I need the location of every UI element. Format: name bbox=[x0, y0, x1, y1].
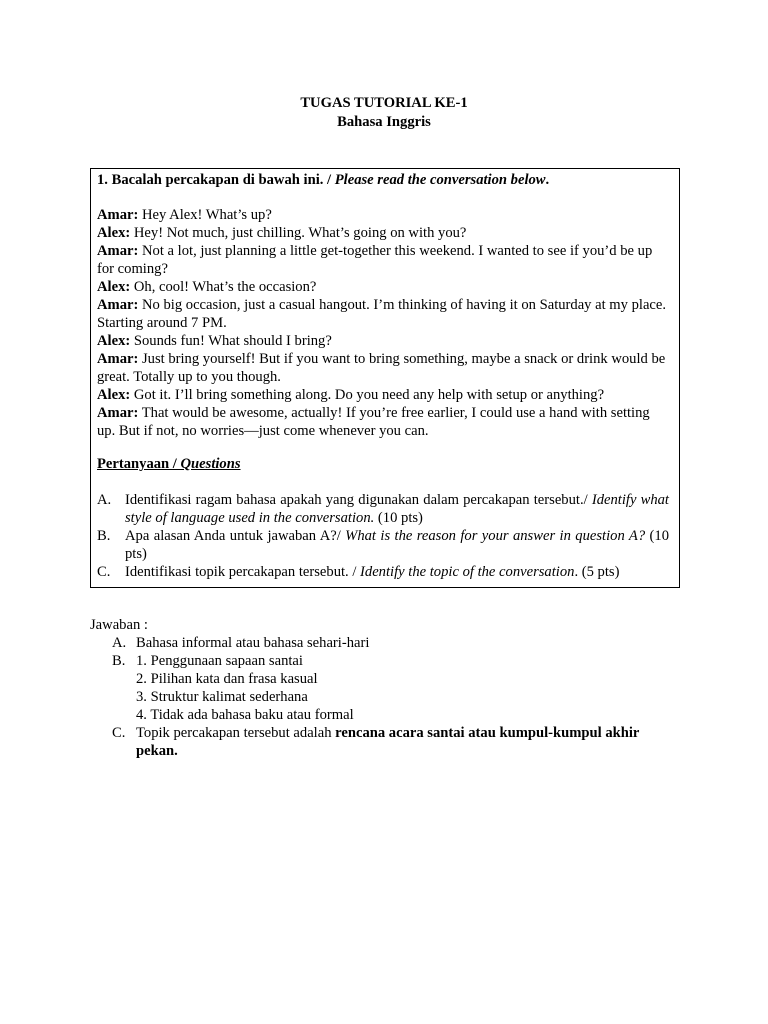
speaker: Amar: bbox=[97, 243, 139, 259]
conversation-line bbox=[97, 242, 669, 278]
question-text-en: Identify what style of language used in the conversation. bbox=[125, 492, 669, 526]
answers-list bbox=[90, 634, 670, 760]
speaker: Alex: bbox=[97, 333, 131, 349]
question-text-id: Identifikasi topik percakapan tersebut. / bbox=[125, 564, 361, 580]
document-title: TUGAS TUTORIAL KE-1 bbox=[300, 95, 468, 111]
utterance: Not a lot, just planning a little get-together this weekend. I wanted to see if you’d be up for coming? bbox=[97, 243, 653, 277]
answer-b-line: 3. Struktur kalimat sederhana bbox=[136, 689, 308, 705]
conversation bbox=[97, 206, 669, 440]
questions-heading bbox=[97, 455, 241, 473]
question-points: . (5 pts) bbox=[574, 564, 620, 580]
speaker: Amar: bbox=[97, 351, 139, 367]
utterance: Hey! Not much, just chilling. What’s going on with you? bbox=[130, 225, 467, 241]
question-text-en: Identify the topic of the conversation bbox=[360, 564, 575, 580]
answer-text bbox=[136, 652, 670, 724]
conversation-line bbox=[97, 278, 669, 296]
question-text-id: Identifikasi ragam bahasa apakah yang digunakan dalam percakapan tersebut./ bbox=[125, 492, 592, 508]
conversation-line bbox=[97, 404, 669, 440]
conversation-line bbox=[97, 350, 669, 386]
question-points: (10 pts) bbox=[125, 528, 669, 562]
question-item-c bbox=[97, 563, 669, 581]
conversation-line bbox=[97, 224, 669, 242]
questions-heading-en: Questions bbox=[180, 456, 241, 472]
conversation-line bbox=[97, 332, 669, 350]
answer-text bbox=[136, 724, 670, 760]
question-1-suffix: . bbox=[545, 172, 550, 188]
question-marker: A. bbox=[97, 492, 112, 508]
document-subtitle: Bahasa Inggris bbox=[337, 114, 431, 130]
question-item-b bbox=[97, 527, 669, 563]
question-text-en: What is the reason for your answer in question A? bbox=[345, 528, 646, 544]
answer-b-line: 2. Pilihan kata dan frasa kasual bbox=[136, 671, 318, 687]
questions-list bbox=[97, 491, 669, 581]
utterance: That would be awesome, actually! If you’re free earlier, I could use a hand with setting up. But if not, no worries—just come whenever you can. bbox=[97, 405, 650, 439]
answer-marker: A. bbox=[112, 635, 127, 651]
answer-item-a bbox=[112, 634, 670, 652]
question-marker: C. bbox=[97, 564, 111, 580]
speaker: Amar: bbox=[97, 297, 139, 313]
questions-heading-id: Pertanyaan / bbox=[97, 456, 181, 472]
speaker: Alex: bbox=[97, 279, 131, 295]
question-text-id: Apa alasan Anda untuk jawaban A?/ bbox=[125, 528, 346, 544]
speaker: Amar: bbox=[97, 405, 139, 421]
question-box bbox=[90, 168, 680, 588]
utterance: Hey Alex! What’s up? bbox=[138, 207, 272, 223]
speaker: Alex: bbox=[97, 387, 131, 403]
answer-item-b bbox=[112, 652, 670, 724]
question-text bbox=[125, 527, 669, 563]
conversation-line bbox=[97, 386, 669, 404]
speaker: Alex: bbox=[97, 225, 131, 241]
answers-label: Jawaban : bbox=[90, 617, 148, 633]
utterance: No big occasion, just a casual hangout. I’m thinking of having it on Saturday at my place. Starting around 7 PM. bbox=[97, 297, 667, 331]
answer-c-text: Topik percakapan tersebut adalah bbox=[136, 725, 336, 741]
utterance: Got it. I’ll bring something along. Do you need any help with setup or anything? bbox=[130, 387, 605, 403]
answer-marker: B. bbox=[112, 653, 126, 669]
question-item-a bbox=[97, 491, 669, 527]
question-marker: B. bbox=[97, 528, 111, 544]
question-1-title bbox=[97, 171, 549, 189]
question-1-english: Please read the conversation below bbox=[334, 172, 546, 188]
question-text bbox=[125, 563, 669, 581]
answer-text: Bahasa informal atau bahasa sehari-hari bbox=[136, 635, 370, 651]
answer-item-c bbox=[112, 724, 670, 760]
conversation-line bbox=[97, 206, 669, 224]
utterance: Sounds fun! What should I bring? bbox=[130, 333, 332, 349]
answer-c-bold: rencana acara santai atau kumpul-kumpul akhir pekan. bbox=[136, 725, 640, 759]
answer-b-line: 4. Tidak ada bahasa baku atau formal bbox=[136, 707, 354, 723]
answers-section bbox=[90, 616, 670, 760]
conversation-line bbox=[97, 296, 669, 332]
answer-b-line: 1. Penggunaan sapaan santai bbox=[136, 653, 303, 669]
question-1-prefix: 1. Bacalah percakapan di bawah ini. / bbox=[97, 172, 335, 188]
question-text bbox=[125, 491, 669, 527]
utterance: Just bring yourself! But if you want to bring something, maybe a snack or drink would be great. Totally up to you though. bbox=[97, 351, 666, 385]
question-points: (10 pts) bbox=[374, 510, 423, 526]
speaker: Amar: bbox=[97, 207, 139, 223]
utterance: Oh, cool! What’s the occasion? bbox=[130, 279, 317, 295]
answer-marker: C. bbox=[112, 725, 126, 741]
